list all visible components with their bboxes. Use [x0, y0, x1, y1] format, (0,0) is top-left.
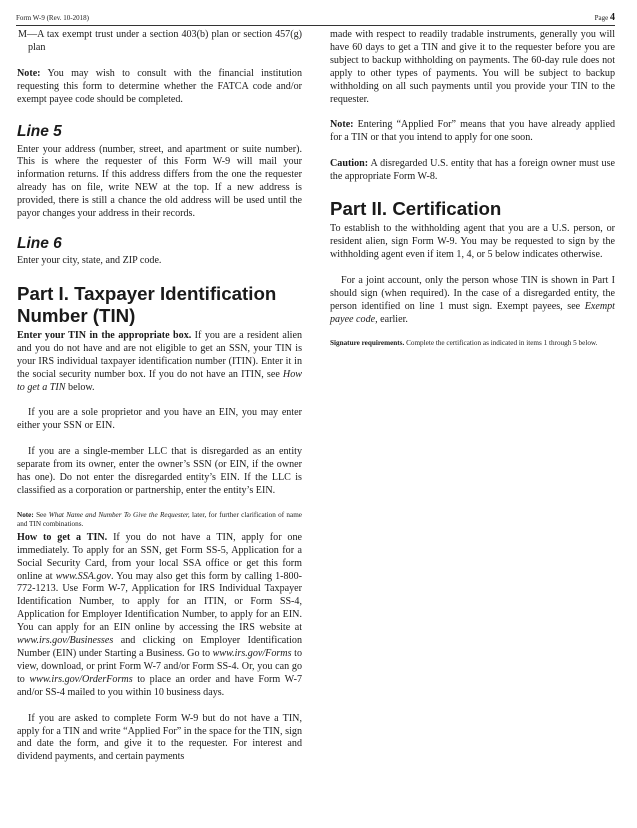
note-applied-for: [330, 119, 615, 145]
joint-a: For a joint account, only the person whose TIN is shown in Part I should sign (when required). In the case of a disregarded entity, the person identified on line 1 must sign. Exempt payees, see: [330, 274, 615, 312]
note-fatca: [17, 68, 302, 107]
tin-text: If you are a resident alien and you do not have and are not eligible to get an SSN, your TIN is your IRS individual taxpayer identification number (ITIN). Enter it in the social security number box. If you do not have an ITIN, see: [17, 329, 302, 380]
irs-orderforms-link[interactable]: www.irs.gov/OrderForms: [29, 673, 133, 685]
caution-text: [330, 158, 615, 184]
howto-lead: How to get a TIN.: [17, 531, 108, 543]
caution-body: A disregarded U.S. entity that has a foreign owner must use the appropriate Form W-8.: [330, 158, 615, 183]
howto-d: to view, download, or print Form W-7 and/or Form SS-4. Or, you can go to: [17, 648, 303, 685]
exempt-code-item-m: M—A tax exempt trust under a section 403(b) plan or section 457(g) plan: [18, 29, 302, 53]
line6-heading: Line 6: [17, 234, 62, 252]
note2-b: later, for further clarification of name and TIN combinations.: [17, 510, 302, 529]
line5-text: Enter your address (number, street, and apartment or suite number). This is where the requester of this Form W-9 will mail your information returns. If this address differs from the one the requester already has on file, write NEW at the top. If a new address is provided, there is still a chance the old address will be used until the payor changes your address in their records.: [17, 143, 302, 220]
applied-for-text: If you are asked to complete Form W-9 but do not have a TIN, apply for a TIN and write “Applied For” in the space for the TIN, sign and date the form, and give it to the requester. For interest and dividend payments, and certain payments: [17, 712, 302, 763]
header-divider: [16, 25, 615, 26]
ssa-url-link[interactable]: www.SSA.gov: [55, 570, 112, 582]
caution-label: Caution:: [330, 158, 369, 170]
tin-paragraph: [17, 330, 302, 395]
left-column: [17, 29, 302, 764]
note-name-number: [17, 511, 302, 530]
note3-label: Note:: [330, 119, 354, 131]
tin-end: below.: [65, 381, 95, 393]
note2-a: See: [33, 510, 49, 519]
joint-b: earlier.: [377, 313, 408, 325]
sig-label: Signature requirements.: [330, 339, 405, 348]
line5-heading: Line 5: [17, 122, 62, 140]
tin-lead: Enter your TIN in the appropriate box.: [17, 329, 192, 341]
name-number-link[interactable]: What Name and Number To Give the Requester,: [48, 510, 190, 519]
howto-b: . You may also get this form by calling 1-800-772-1213. Use Form W-7, Application for IRS Individual Taxpayer Identification Number, to apply for an ITIN, or Form SS-4, Application for Employer Identification Number, to apply for an EIN. You can apply for an EIN online by accessing the IRS website at: [17, 570, 302, 634]
form-revision-label: Form W-9 (Rev. 10-2018): [16, 14, 89, 22]
part1-heading: Part I. Taxpayer Identification Number (TIN): [17, 282, 277, 326]
llc-text: If you are a single-member LLC that is disregarded as an entity separate from its owner, enter the owner’s SSN (or EIN, if the owner has one). Do not enter the disregarded entity’s EIN. If the LLC is classified as a corporation or partnership, enter the entity’s EIN.: [17, 446, 302, 496]
part2-heading: Part II. Certification: [330, 198, 502, 220]
how-to-get-tin-paragraph: [17, 532, 302, 700]
sig-text: Complete the certification as indicated in items 1 through 5 below.: [404, 339, 598, 348]
howto-a: If you do not have a TIN, apply for one immediately. To apply for an SSN, get Form SS-5, Application for a Social Security Card, from your local SSA office or get this form online at: [17, 531, 302, 582]
howto-c: and clicking on Employer Identification Number (EIN) under Starting a Business. Go to: [17, 635, 302, 659]
note3-text: Entering “Applied For” means that you have already applied for a TIN or that you intend to apply for one soon.: [330, 119, 615, 144]
joint-account-text: [330, 275, 615, 327]
note2-label: Note:: [17, 510, 34, 519]
how-to-get-tin-link[interactable]: How to get a TIN: [17, 368, 302, 393]
line6-text: Enter your city, state, and ZIP code.: [17, 254, 162, 266]
page-number: 4: [610, 12, 615, 23]
right-column: [330, 29, 615, 349]
sole-proprietor-text: If you are a sole proprietor and you have an EIN, you may enter either your SSN or EIN.: [17, 407, 302, 432]
page-word: Page: [594, 14, 610, 22]
note-text: You may wish to consult with the financial institution requesting this form to determine whether the FATCA code and/or exempt payee code should be completed.: [17, 67, 302, 105]
certification-text: To establish to the withholding agent that you are a U.S. person, or resident alien, sign Form W-9. You may be requested to sign by the withholding agent even if item 1, 4, or 5 below indicates otherwise.: [330, 223, 615, 260]
exempt-payee-code-link[interactable]: Exempt payee code,: [330, 300, 615, 325]
howto-e: to place an order and have Form W-7 and/or SS-4 mailed to you within 10 business days.: [17, 673, 302, 698]
irs-businesses-link[interactable]: www.irs.gov/Businesses: [17, 635, 114, 647]
page-number-label: [595, 12, 615, 23]
signature-requirements: [330, 339, 615, 349]
continued-text: made with respect to readily tradable instruments, generally you will have 60 days to get a TIN and give it to the requester before you are subject to backup withholding on payments. The 60-day rule does not apply to other types of payments. You will be subject to backup withholding on all such payments until you provide your TIN to the requester.: [330, 29, 615, 105]
irs-forms-link[interactable]: www.irs.gov/Forms: [212, 648, 292, 659]
note-label: Note:: [17, 67, 41, 79]
